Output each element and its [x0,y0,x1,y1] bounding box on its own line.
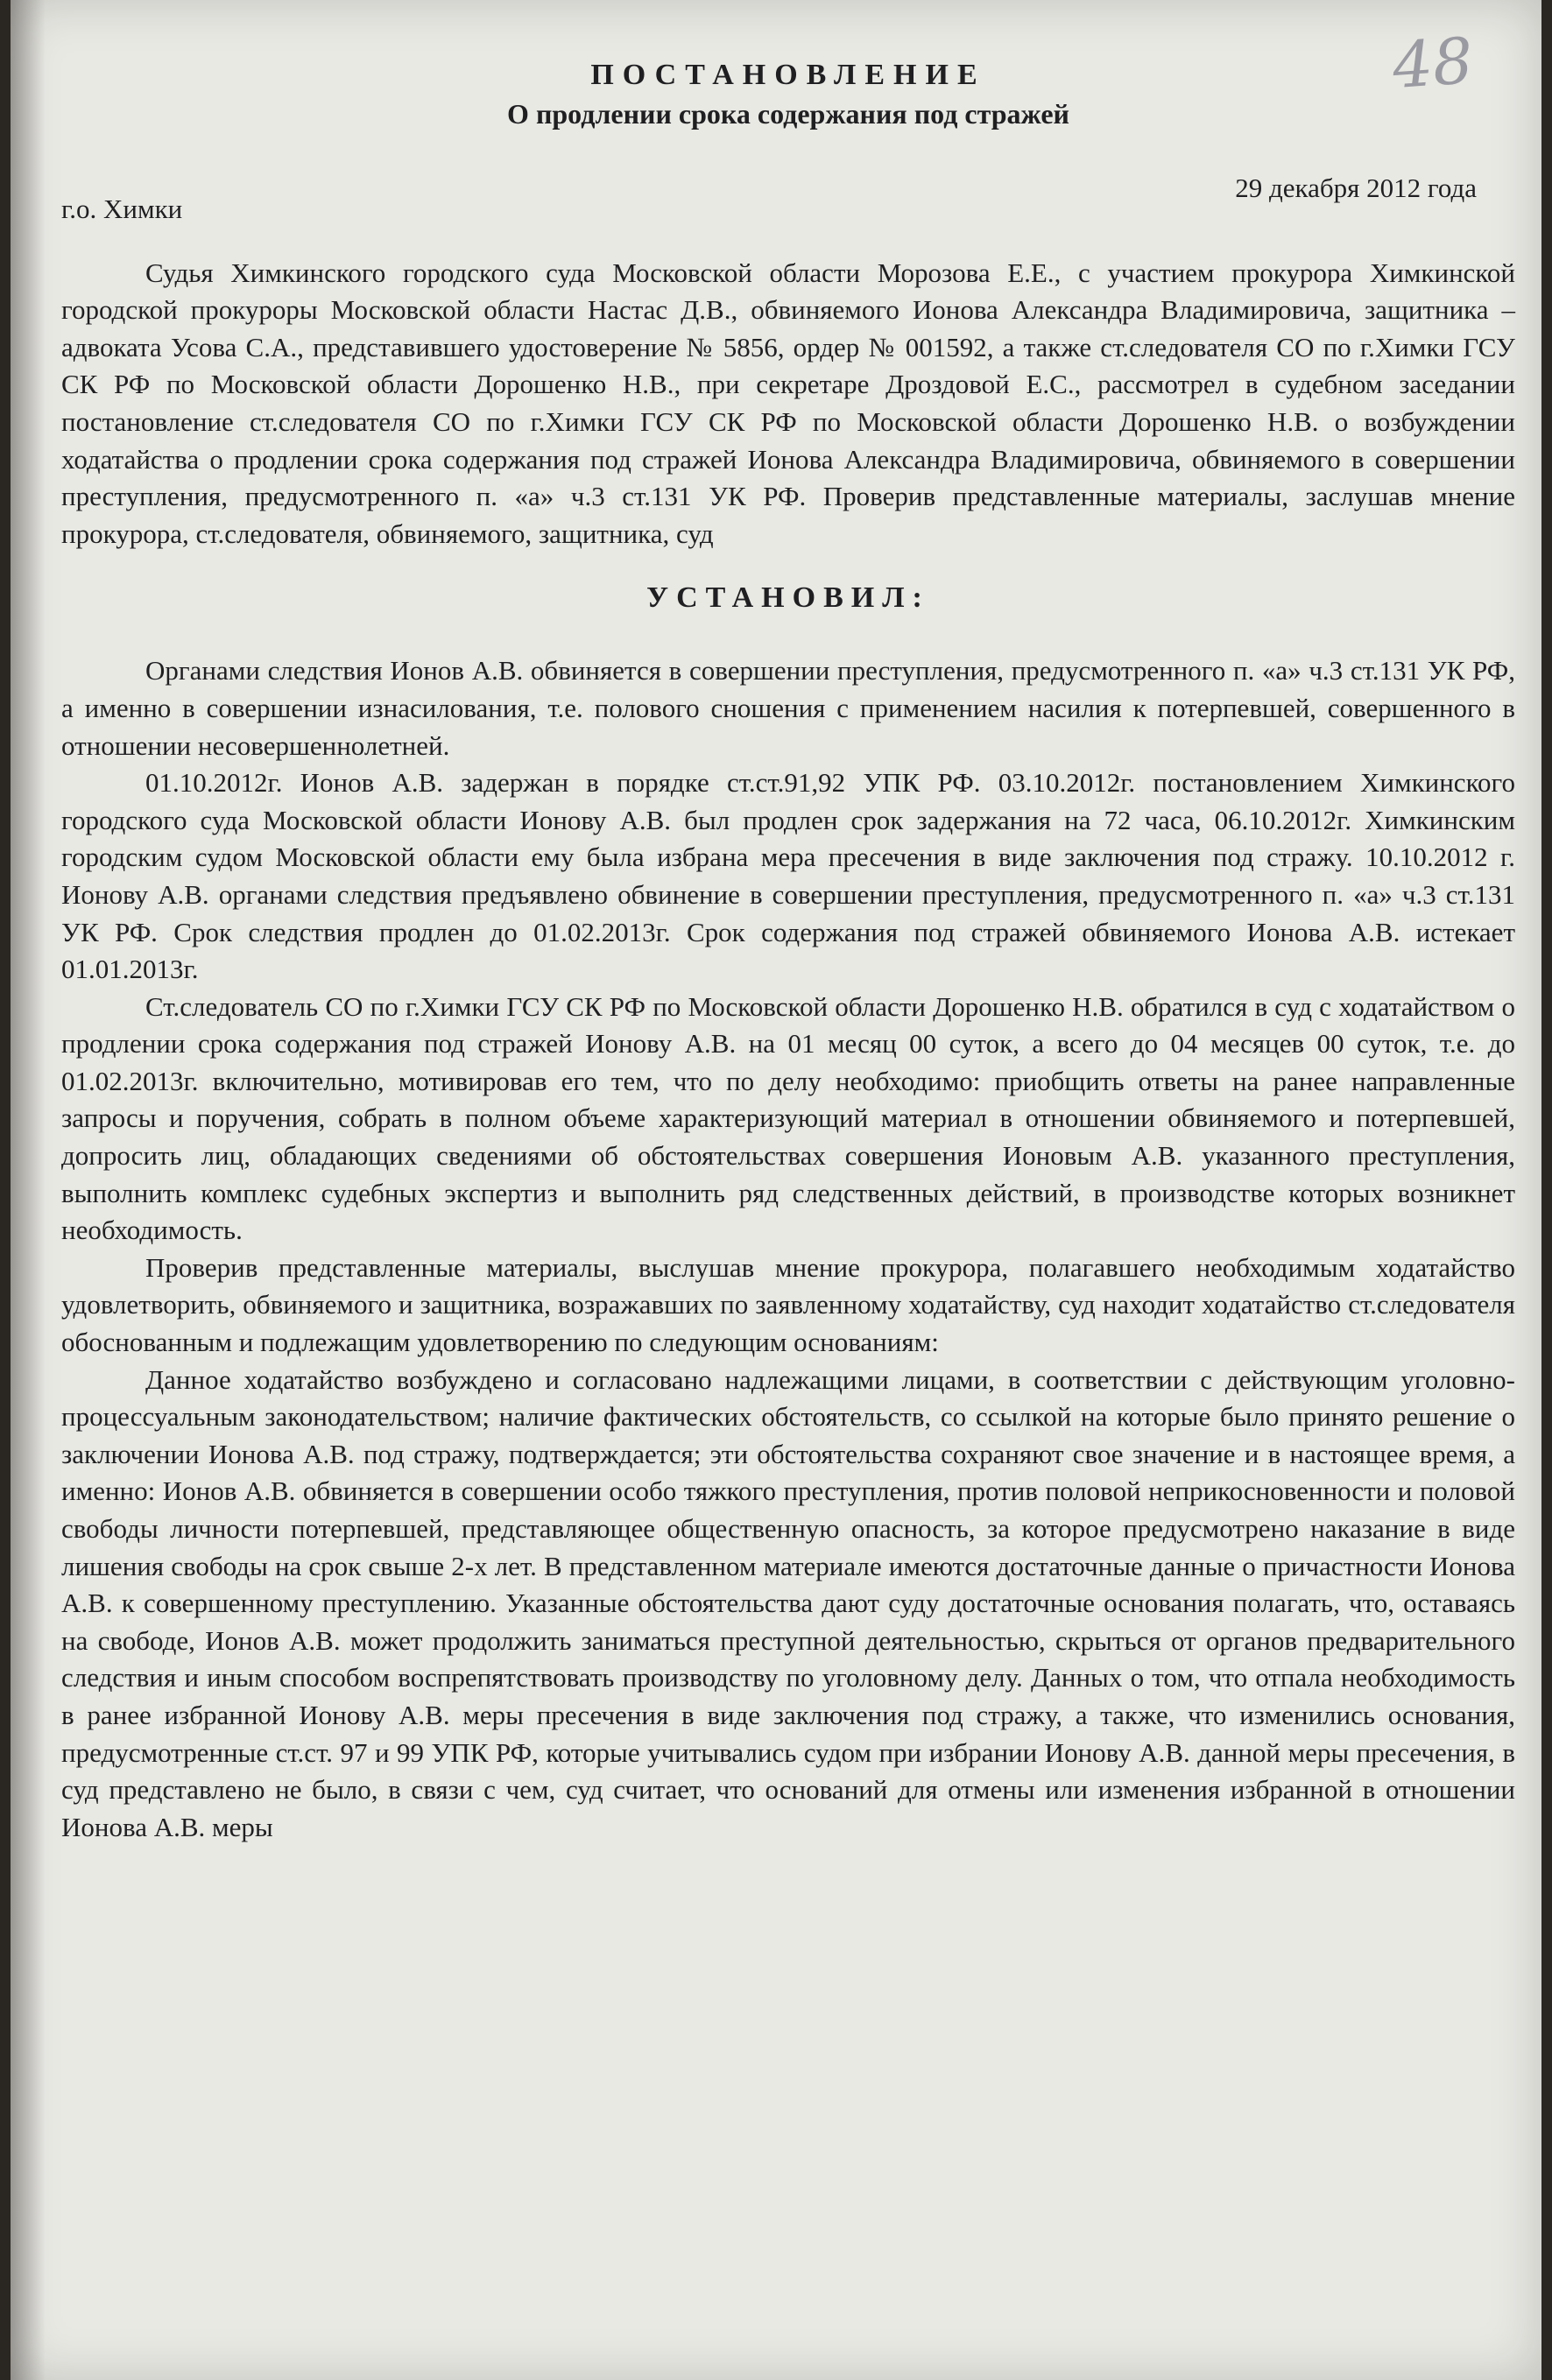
document-body [61,56,1515,1846]
city-date-line [61,170,1515,229]
document-page [11,0,1541,2380]
document-date: 29 декабря 2012 года [1235,173,1477,203]
intro-paragraph: Судья Химкинского городского суда Московской области Морозова Е.Е., с участием прокурора Химкинской городской прокуроры Московской области Настас Д.В., обвиняемого Ионова Александра Владимировича, защитника – адвоката Усова С.А., представившего удостоверение № 5856, ордер № 001592, а также ст.следователя СО по г.Химки ГСУ СК РФ по Московской области Дорошенко Н.В., при секретаре Дроздовой Е.С., рассмотрел в судебном заседании постановление ст.следователя СО по г.Химки ГСУ СК РФ по Московской области Дорошенко Н.В. о возбуждении ходатайства о продлении срока содержания под стражей Ионова Александра Владимировича, обвиняемого в совершении преступления, предусмотренного п. «а» ч.3 ст.131 УК РФ. Проверив представленные материалы, заслушав мнение прокурора, ст.следователя, обвиняемого, защитника, суд [61,257,1515,549]
city: г.о. Химки [61,194,183,224]
document-title: ПОСТАНОВЛЕНИЕ [590,59,986,91]
handwritten-page-number: 48 [1390,23,1476,103]
section-heading: УСТАНОВИЛ: [646,581,930,615]
paragraph-charge: Органами следствия Ионов А.В. обвиняется в совершении преступления, предусмотренного п. «а» ч.3 ст.131 УК РФ, а именно в совершении изнасилования, т.е. полового сношения с применением насилия к потерпевшей, совершенного в отношении несовершеннолетней. [61,655,1515,761]
paragraph-grounds: Данное ходатайство возбуждено и согласовано надлежащими лицами, в соответствии с действующим уголовно-процессуальным законодательством; наличие фактических обстоятельств, со ссылкой на которые было принято решение о заключении Ионова А.В. под стражу, подтверждается; эти обстоятельства сохраняют свое значение и в настоящее время, а именно: Ионов А.В. обвиняется в совершении особо тяжкого преступления, против половой неприкосновенности и половой свободы личности потерпевшей, представляющее общественную опасность, за которое предусмотрено наказание в виде лишения свободы на срок свыше 2-х лет. В представленном материале имеются достаточные данные о причастности Ионова А.В. к совершенному преступлению. Указанные обстоятельства дают суду достаточные основания полагать, что, оставаясь на свободе, Ионов А.В. может продолжить заниматься преступной деятельностью, скрыться от органов предварительного следствия и иным способом воспрепятствовать производству по уголовному делу. Данных о том, что отпала необходимость в ранее избранной Ионову А.В. меры пресечения в виде заключения под стражу, а также, что изменились основания, предусмотренные ст.ст. 97 и 99 УПК РФ, которые учитывались судом при избрании Ионову А.В. данной меры пресечения, в суд представлено не было, в связи с чем, суд считает, что оснований для отмены или изменения избранной в отношении Ионова А.В. меры [61,1363,1515,1842]
paragraph-review: Проверив представленные материалы, выслушав мнение прокурора, полагавшего необходимым ходатайство удовлетворить, обвиняемого и защитника, возражавших по заявленному ходатайству, суд находит ходатайство ст.следователя обоснованным и подлежащим удовлетворению по следующим основаниям: [61,1251,1515,1358]
document-subtitle: О продлении срока содержания под стражей [507,98,1069,130]
paragraph-detention: 01.10.2012г. Ионов А.В. задержан в порядке ст.ст.91,92 УПК РФ. 03.10.2012г. постановлением Химкинского городского суда Московской области Ионову А.В. был продлен срок задержания на 72 часа, 06.10.2012г. Химкинским городским судом Московской области ему была избрана мера пресечения в виде заключения под стражу. 10.10.2012 г. Ионову А.В. органами следствия предъявлено обвинение в совершении преступления, предусмотренного п. «а» ч.3 ст.131 УК РФ. Срок следствия продлен до 01.02.2013г. Срок содержания под стражей обвиняемого Ионова А.В. истекает 01.01.2013г. [61,767,1515,985]
paragraph-motion: Ст.следователь СО по г.Химки ГСУ СК РФ по Московской области Дорошенко Н.В. обратился в суд с ходатайством о продлении срока содержания под стражей Ионову А.В. на 01 месяц 00 суток, а всего до 04 месяцев 00 суток, т.е. до 01.02.2013г. включительно, мотивировав его тем, что по делу необходимо: приобщить ответы на ранее направленные запросы и поручения, собрать в полном объеме характеризующий материал в отношении обвиняемого и потерпевшей, допросить лиц, обладающих сведениями об обстоятельствах совершения Ионовым А.В. указанного преступления, выполнить комплекс судебных экспертиз и выполнить ряд следственных действий, в производстве которых возникнет необходимость. [61,990,1515,1246]
